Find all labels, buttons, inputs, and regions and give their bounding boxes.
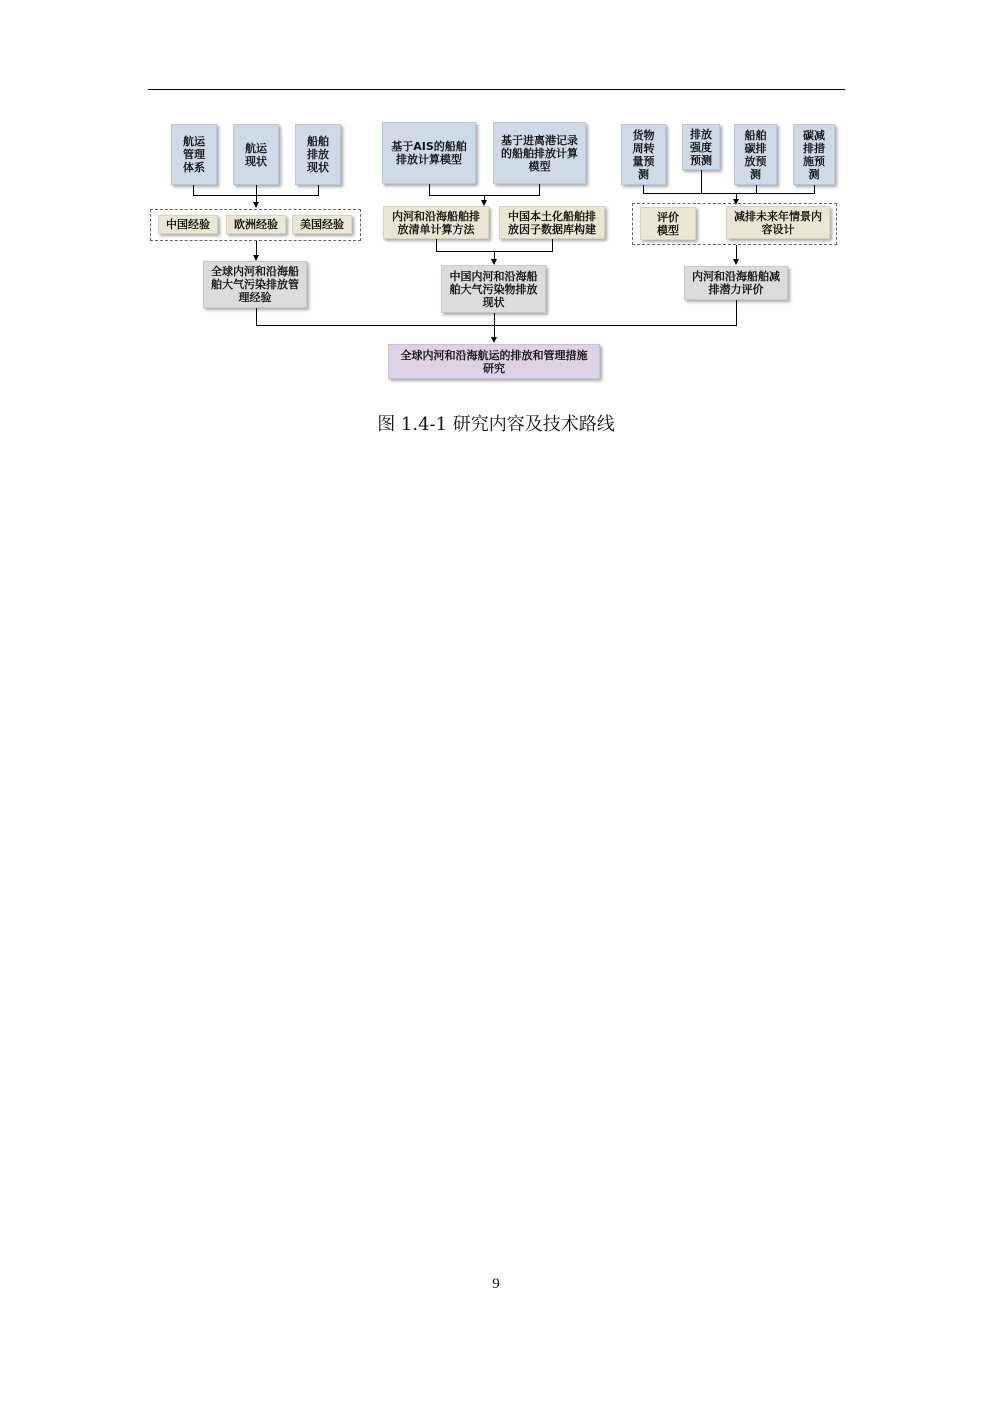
connector bbox=[256, 185, 257, 203]
box-carbon-reduction-forecast: 碳减 排措 施预 测 bbox=[793, 124, 835, 185]
box-ais-model: 基于AIS的船舶 排放计算模型 bbox=[382, 122, 476, 184]
box-ship-carbon-forecast: 船舶 碳排 放预 测 bbox=[734, 124, 777, 185]
connector bbox=[643, 193, 815, 194]
box-shipping-management-system: 航运 管理 体系 bbox=[171, 124, 217, 185]
connector bbox=[256, 325, 737, 326]
box-global-management-experience: 全球内河和沿海船 舶大气污染排放管 理经验 bbox=[203, 261, 307, 308]
arrow-head bbox=[733, 259, 739, 265]
connector bbox=[701, 170, 702, 194]
box-global-emission-management-research: 全球内河和沿海航运的排放和管理措施 研究 bbox=[388, 344, 600, 379]
connector bbox=[736, 245, 737, 260]
box-europe-experience: 欧洲经验 bbox=[226, 215, 286, 234]
connector bbox=[256, 241, 257, 255]
box-port-record-model: 基于进离港记录 的船舶排放计算 模型 bbox=[493, 122, 586, 184]
box-emission-intensity-forecast: 排放 强度 预测 bbox=[682, 124, 720, 170]
box-inventory-method: 内河和沿海船舶排 放清单计算方法 bbox=[383, 206, 489, 239]
connector bbox=[736, 300, 737, 326]
box-evaluation-model: 评价 模型 bbox=[640, 207, 696, 240]
box-cargo-turnover-forecast: 货物 周转 量预 测 bbox=[621, 124, 666, 185]
connector bbox=[494, 313, 495, 337]
box-usa-experience: 美国经验 bbox=[292, 215, 352, 234]
box-china-emission-status: 中国内河和沿海船 舶大气污染物排放 现状 bbox=[441, 265, 546, 313]
box-ship-emission-status: 船舶 排放 现状 bbox=[295, 124, 341, 185]
box-shipping-status: 航运 现状 bbox=[233, 124, 279, 185]
box-scenario-design: 减排未来年情景内 容设计 bbox=[726, 206, 830, 239]
header-rule bbox=[148, 89, 845, 90]
connector bbox=[256, 308, 257, 326]
box-emission-factor-database: 中国本土化船舶排 放因子数据库构建 bbox=[499, 206, 605, 239]
page-number: 9 bbox=[492, 1276, 500, 1292]
box-china-experience: 中国经验 bbox=[158, 215, 218, 234]
figure-caption: 图 1.4-1 研究内容及技术路线 bbox=[377, 414, 615, 435]
box-reduction-potential-evaluation: 内河和沿海船舶减 排潜力评价 bbox=[684, 266, 788, 300]
arrow-head bbox=[491, 337, 497, 343]
arrow-head bbox=[253, 202, 259, 208]
